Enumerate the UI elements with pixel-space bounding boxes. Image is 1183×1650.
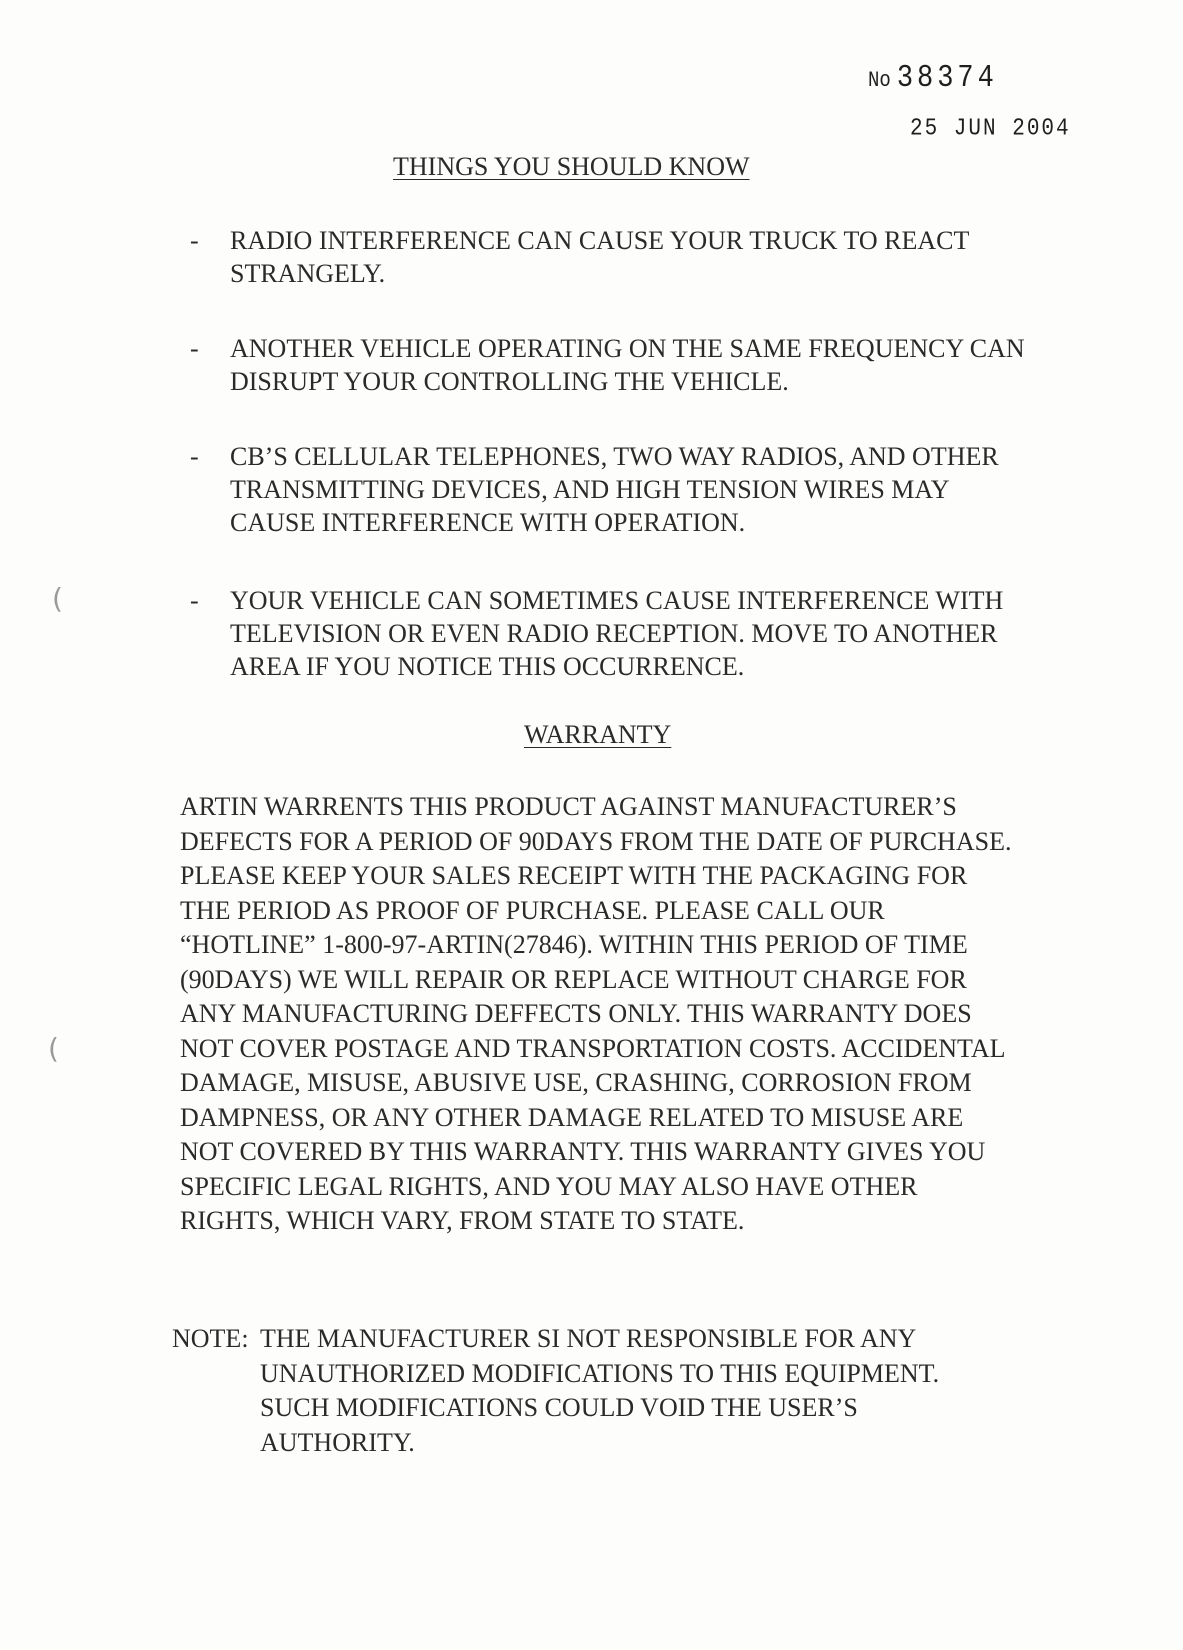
date-stamp: 25 JUN 2004 xyxy=(910,116,1071,143)
bullet-text: ANOTHER VEHICLE OPERATING ON THE SAME FREQUENCY CAN DISRUPT YOUR CONTROLLING THE VEHICLE. xyxy=(230,334,1025,396)
number-prefix: No xyxy=(868,67,891,93)
note-block xyxy=(172,1322,1072,1460)
bullet-item xyxy=(190,440,1110,539)
things-you-should-know-heading: THINGS YOU SHOULD KNOW xyxy=(393,152,750,181)
bullet-dash: - xyxy=(190,226,199,255)
document-number: 38374 xyxy=(896,61,998,97)
margin-scan-mark: ( xyxy=(48,1032,59,1065)
document-number-stamp xyxy=(868,62,998,97)
bullet-text: YOUR VEHICLE CAN SOMETIMES CAUSE INTERFERENCE WITH TELEVISION OR EVEN RADIO RECEPTION. MOVE TO ANOTHER AREA IF YOU NOTICE THIS OCCURRENCE. xyxy=(230,586,1004,681)
margin-scan-mark: ( xyxy=(52,582,63,615)
bullet-dash: - xyxy=(190,442,199,471)
bullet-item xyxy=(190,584,1110,683)
bullet-item xyxy=(190,332,1110,398)
bullet-item xyxy=(190,224,1110,290)
note-label: NOTE: xyxy=(172,1324,249,1353)
bullet-dash: - xyxy=(190,334,199,363)
warranty-paragraph: ARTIN WARRENTS THIS PRODUCT AGAINST MANUFACTURER’S DEFECTS FOR A PERIOD OF 90DAYS FROM THE DATE OF PURCHASE. PLEASE KEEP YOUR SALES RECEIPT WITH THE PACKAGING FOR THE PERIOD AS PROOF OF PURCHASE. PLEASE CALL OUR “HOTLINE” 1-800-97-ARTIN(27846). WITHIN THIS PERIOD OF TIME (90DAYS) WE WILL REPAIR OR REPLACE WITHOUT CHARGE FOR ANY MANUFACTURING DEFFECTS ONLY. THIS WARRANTY DOES NOT COVER POSTAGE AND TRANSPORTATION COSTS. ACCIDENTAL DAMAGE, MISUSE, ABUSIVE USE, CRASHING, CORROSION FROM DAMPNESS, OR ANY OTHER DAMAGE RELATED TO MISUSE ARE NOT COVERED BY THIS WARRANTY. THIS WARRANTY GIVES YOU SPECIFIC LEGAL RIGHTS, AND YOU MAY ALSO HAVE OTHER RIGHTS, WHICH VARY, FROM STATE TO STATE. xyxy=(180,792,1012,1235)
bullet-dash: - xyxy=(190,586,199,615)
note-text: THE MANUFACTURER SI NOT RESPONSIBLE FOR ANY UNAUTHORIZED MODIFICATIONS TO THIS EQUIPMENT. SUCH MODIFICATIONS COULD VOID THE USER’S AUTHORITY. xyxy=(260,1324,940,1457)
bullet-text: CB’S CELLULAR TELEPHONES, TWO WAY RADIOS, AND OTHER TRANSMITTING DEVICES, AND HIGH TENSION WIRES MAY CAUSE INTERFERENCE WITH OPERATION. xyxy=(230,442,999,537)
bullet-text: RADIO INTERFERENCE CAN CAUSE YOUR TRUCK TO REACT STRANGELY. xyxy=(230,226,970,288)
warranty-heading: WARRANTY xyxy=(524,720,672,749)
